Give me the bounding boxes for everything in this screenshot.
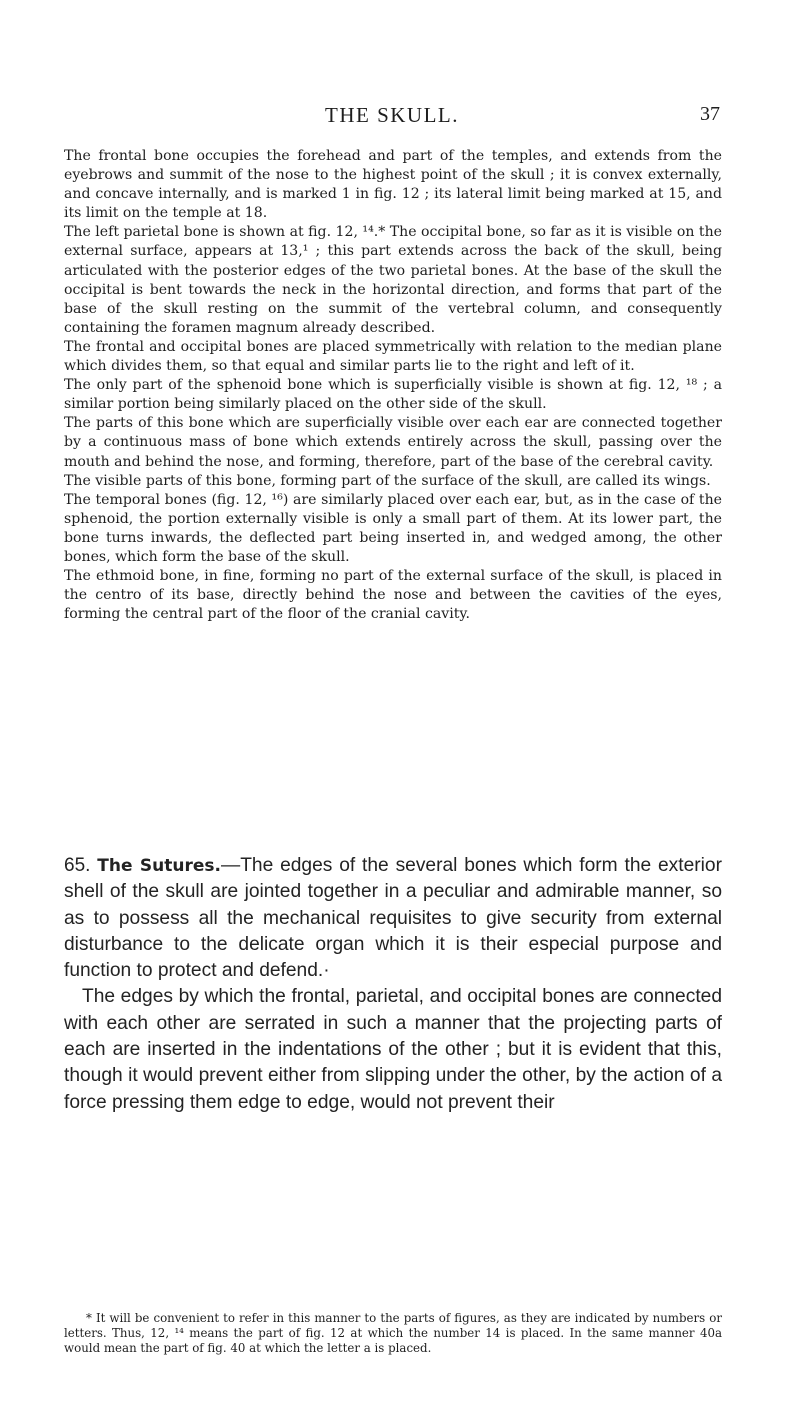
section-title: The Sutures. <box>97 856 221 876</box>
paragraph-symmetry: The frontal and occipital bones are placed symmetrically with relation to the median plane which divides them, so that equal and similar parts lie to the right and left of it. <box>64 338 722 375</box>
paragraph-wings: The visible parts of this bone, forming part of the surface of the skull, are called its wings. <box>64 472 711 489</box>
paragraph-parietal-occipital: The left parietal bone is shown at fig. 12, ¹⁴.* The occipital bone, so far as it is visible on the external surface, appears at 13,¹ ; this part extends across the back of the skull, being articulated with the posterior edges of the two parietal bones. At the base of the skull the occipital is bent towards the neck in the horizontal direction, and forms that part of the base of the skull resting on the summit of the vertebral column, and consequently containing the foramen magnum already described. <box>64 224 722 336</box>
section-text: —The edges of the several bones which form the exterior shell of the skull are jointed together in a peculiar and admirable manner, so as to possess all the mechanical requisites to give security from external disturbance to the delicate organ which it is their especial purpose and function to protect and defend.· <box>64 855 722 982</box>
page-number: 37 <box>700 103 720 125</box>
section-paragraph-2: The edges by which the frontal, parietal, and occipital bones are connected with each other are serrated in such a manner that the projecting parts of each are inserted in the indentations of the other ; but it is evident that this, though it would prevent either from slipping under the other, by the action of a force pressing them edge to edge, would not prevent their <box>64 986 722 1113</box>
page-header <box>64 103 720 133</box>
paragraph-sphenoid: The only part of the sphenoid bone which is superficially visible is shown at fig. 12, ¹⁸ ; a similar portion being similarly placed on the other side of the skull. <box>64 377 722 413</box>
section-sutures <box>64 853 722 1116</box>
footnote <box>64 1311 722 1355</box>
paragraph-temporal: The temporal bones (fig. 12, ¹⁶) are similarly placed over each ear, but, as in the case of the sphenoid, the portion externally visible is only a small part of them. At its lower part, the bone turns inwards, the deflected part being inserted in, and wedged among, the other bones, which form the base of the skull. <box>64 491 722 565</box>
footnote-text: * It will be convenient to refer in this manner to the parts of figures, as they are indicated by numbers or letters. Thus, 12, ¹⁴ means the part of fig. 12 at which the number 14 is placed. In the same manner 40a would mean the part of fig. 40 at which the letter a is placed. <box>64 1311 722 1355</box>
paragraph-sphenoid-parts: The parts of this bone which are superficially visible over each ear are connected together by a continuous mass of bone which extends entirely across the skull, passing over the mouth and behind the nose, and forming, therefore, part of the base of the cerebral cavity. <box>64 415 722 470</box>
paragraph-frontal-bone: The frontal bone occupies the forehead and part of the temples, and extends from the eyebrows and summit of the nose to the highest point of the skull ; it is convex externally, and concave internally, and is marked 1 in fig. 12 ; its lateral limit being marked at 15, and its limit on the temple at 18. <box>64 148 722 222</box>
running-head: THE SKULL. <box>325 103 459 127</box>
body-text-small <box>64 147 722 624</box>
section-number: 65. <box>64 855 91 876</box>
section-intro <box>64 853 722 984</box>
paragraph-ethmoid: The ethmoid bone, in fine, forming no part of the external surface of the skull, is placed in the centro of its base, directly behind the nose and between the cavities of the eyes, forming the central part of the floor of the cranial cavity. <box>64 568 722 623</box>
